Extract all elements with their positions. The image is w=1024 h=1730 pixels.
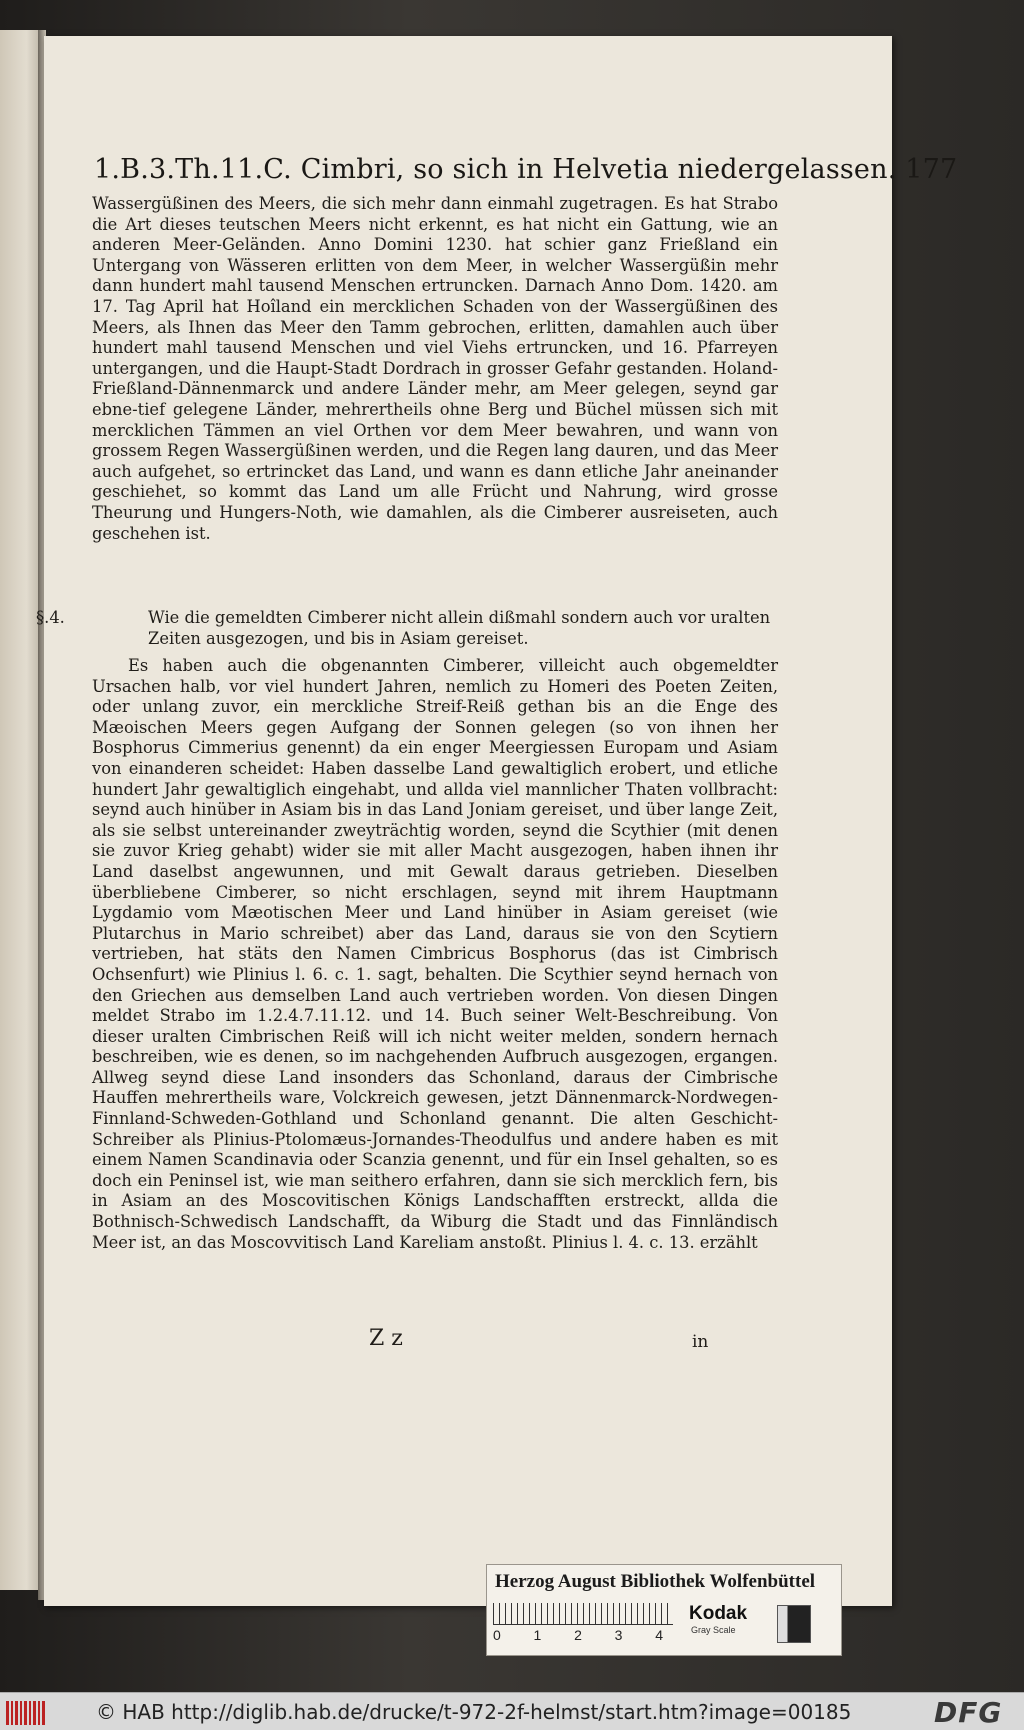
gray-patch (777, 1605, 811, 1643)
hab-barcode-logo-icon (6, 1701, 46, 1725)
section-number: §.4. (36, 608, 65, 627)
signature-mark: Z z (369, 1326, 403, 1351)
running-header: 1.B.3.Th.11.C. Cimbri, so sich in Helvetia niedergelassen. 177 (94, 154, 958, 185)
color-calibration-card (486, 1564, 842, 1656)
section-heading (36, 608, 778, 649)
ruler-number: 2 (574, 1627, 582, 1643)
viewer-footer (0, 1692, 1024, 1730)
section-title: Wie die gemeldten Cimberer nicht allein dißmahl sondern auch vor uralten Zeiten ausgezogen, und bis in Asiam gereiset. (148, 608, 771, 648)
kodak-brand: Kodak (689, 1603, 748, 1624)
scale-ruler (493, 1603, 673, 1625)
ruler-number: 1 (533, 1627, 542, 1643)
footer-url[interactable]: © HAB http://diglib.hab.de/drucke/t-972-2f-helmst/start.htm?image=00185 (96, 1700, 852, 1724)
dfg-logo: DFG (934, 1696, 1003, 1729)
catchword: in (692, 1332, 709, 1352)
book-page (36, 36, 958, 1606)
card-institution: Herzog August Bibliothek Wolfenbüttel (495, 1571, 816, 1592)
paragraph-1: Wassergüßinen des Meers, die sich mehr dann einmahl zugetragen. Es hat Strabo die Art dieses teutschen Meers nicht erkennt, es hat nicht ein Gattung, wie an anderen Meer-Geländen. Anno Domini 1230. hat schier ganz Frießland ein Untergang von Wässeren erlitten von dem Meer, in welcher Wassergüßin mehr dann hundert mahl tausend Menschen ertruncken. Darnach Anno Dom. 1420. am 17. Tag April hat Hoîland ein mercklichen Schaden von der Wassergüßinen des Meers, als Ihnen das Meer den Tamm gebrochen, erlitten, damahlen auch über hundert mahl tausend Menschen und viel Viehs ertruncken, und 16. Pfarreyen untergangen, und die Haupt-Stadt Dordrach in grosser Gefahr gestanden. Holand-Frießland-Dännenmarck und andere Länder mehr, am Meer gelegen, seynd gar ebne-tief gelegene Länder, mehrertheils ohne Berg und Büchel müssen sich mit mercklichen Tämmen an viel Orthen vor dem Meer bewahren, und wann von grossem Regen Wassergüßinen werden, und die Regen lang dauren, und das Meer auch aufgehet, so ertrincket das Land, und wann es dann etliche Jahr aneinander geschiehet, so kommt das Land um alle Frücht und Nahrung, wird grosse Theurung und Hungers-Noth, wie damahlen, als die Cimberer ausreiseten, auch geschehen ist. (92, 194, 778, 543)
paragraph-2: Es haben auch die obgenannten Cimberer, villeicht auch obgemeldter Ursachen halb, vor viel hundert Jahren, nemlich zu Homeri des Poeten Zeiten, oder unlang zuvor, ein merckliche Streif-Reiß gethan bis an die Enge des Mæoischen Meers gegen Aufgang der Sonnen gelegen (so von ihnen her Bosphorus Cimmerius genennt) da ein enger Meergiessen Europam und Asiam von einanderen scheidet: Haben dasselbe Land gewaltiglich erobert, und etliche hundert Jahr gewaltiglich eingehabt, und allda viel mannlicher Thaten vollbracht: seynd auch hinüber in Asiam bis in das Land Joniam gereiset, und über lange Zeit, als sie selbst untereinander zweyträchtig worden, seynd die Scythier (mit denen sie zuvor Krieg gehabt) wider sie mit aller Macht ausgezogen, haben ihnen ihr Land daselbst angewunnen, und mit Gewalt daraus getrieben. Dieselben überbliebene Cimberer, so nicht erschlagen, seynd mit ihrem Hauptmann Lygdamio vom Mæotischen Meer und Land hinüber in Asiam gereiset (wie Plutarchus in Mario schreibet) aber das Land, daraus sie von den Scytiern vertrieben, hat stäts den Namen Cimbricus Bosphorus (das ist Cimbrisch Ochsenfurt) wie Plinius l. 6. c. 1. sagt, behalten. Die Scythier seynd hernach von den Griechen aus demselben Land auch vertrieben worden. Von diesen Dingen meldet Strabo im 1.2.4.7.11.12. und 14. Buch seiner Welt-Beschreibung. Von dieser uralten Cimbrischen Reiß will ich nicht weiter melden, sondern hernach beschreiben, wie es denen, so im nachgehenden Aufbruch ausgezogen, ergangen. Allweg seynd diese Land insonders das Schonland, daraus der Cimbrische Hauffen mehrertheils ware, Volckreich gewesen, jetzt Dännenmarck-Nordwegen-Finnland-Schweden-Gothland und Schonland genannt. Die alten Geschicht-Schreiber als Plinius-Ptolomæus-Jornandes-Theodulfus und andere haben es mit einem Namen Scandinavia oder Scanzia genennt, und für ein Insel gehalten, so es doch ein Peninsel ist, wie man seithero erfahren, dann sie sich mercklich fern, bis in Asiam an des Moscovitischen Königs Landschafften erstreckt, allda die Bothnisch-Schwedisch Landschafft, da Wiburg die Stadt und das Finnländisch Meer ist, an das Moscovvitisch Land Kareliam anstoßt. Plinius l. 4. c. 13. erzählt (92, 656, 778, 1252)
ruler-number: 3 (614, 1627, 623, 1643)
ruler-number: 4 (655, 1627, 663, 1643)
gray-scale-label: Gray Scale (691, 1625, 736, 1635)
ruler-number: 0 (493, 1627, 501, 1643)
ruler-numbers (493, 1627, 683, 1643)
